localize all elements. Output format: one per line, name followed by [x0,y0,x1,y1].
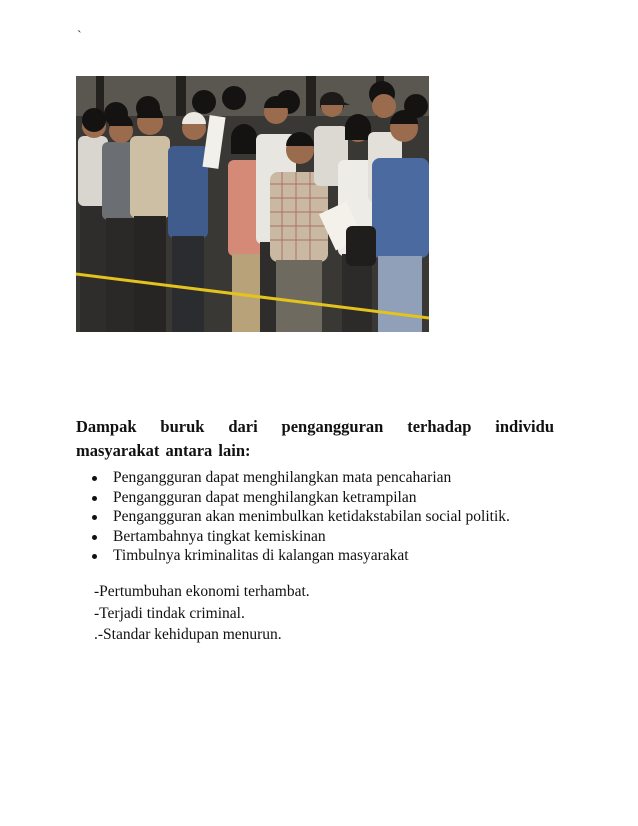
list-item-text: Pengangguran dapat menghilangkan ketrampilan [113,488,417,506]
note-line: -Pertumbuhan ekonomi terhambat. [94,583,310,600]
notes-block [94,581,310,646]
list-item-text: Pengangguran akan menimbulkan ketidakstabilan social politik. [113,508,510,525]
list-item [90,488,510,508]
list-item-text: Pengangguran dapat menghilangkan mata pencaharian [113,469,452,486]
list-item [90,546,510,566]
bullet-icon [92,515,97,520]
bullet-icon [92,535,97,540]
list-item-text: Timbulnya kriminalitas di kalangan masyarakat [113,547,409,564]
note-line: .-Standar kehidupan menurun. [94,626,282,643]
list-item [90,507,510,527]
bullet-icon [92,496,97,501]
building-column [176,76,186,116]
list-item [90,527,510,547]
impact-list [90,468,510,566]
bullet-icon [92,476,97,481]
crowd-illustration [76,76,429,332]
list-item [90,468,510,488]
bullet-icon [92,554,97,559]
note-line: -Terjadi tindak criminal. [94,604,245,622]
crowd-photo [76,76,429,332]
building-column [306,76,316,116]
section-heading: Dampak buruk dari pengangguran terhadap individu masyarakat antara lain: [76,417,554,460]
stray-mark: ` [77,29,82,44]
list-item-text: Bertambahnya tingkat kemiskinan [113,527,326,545]
